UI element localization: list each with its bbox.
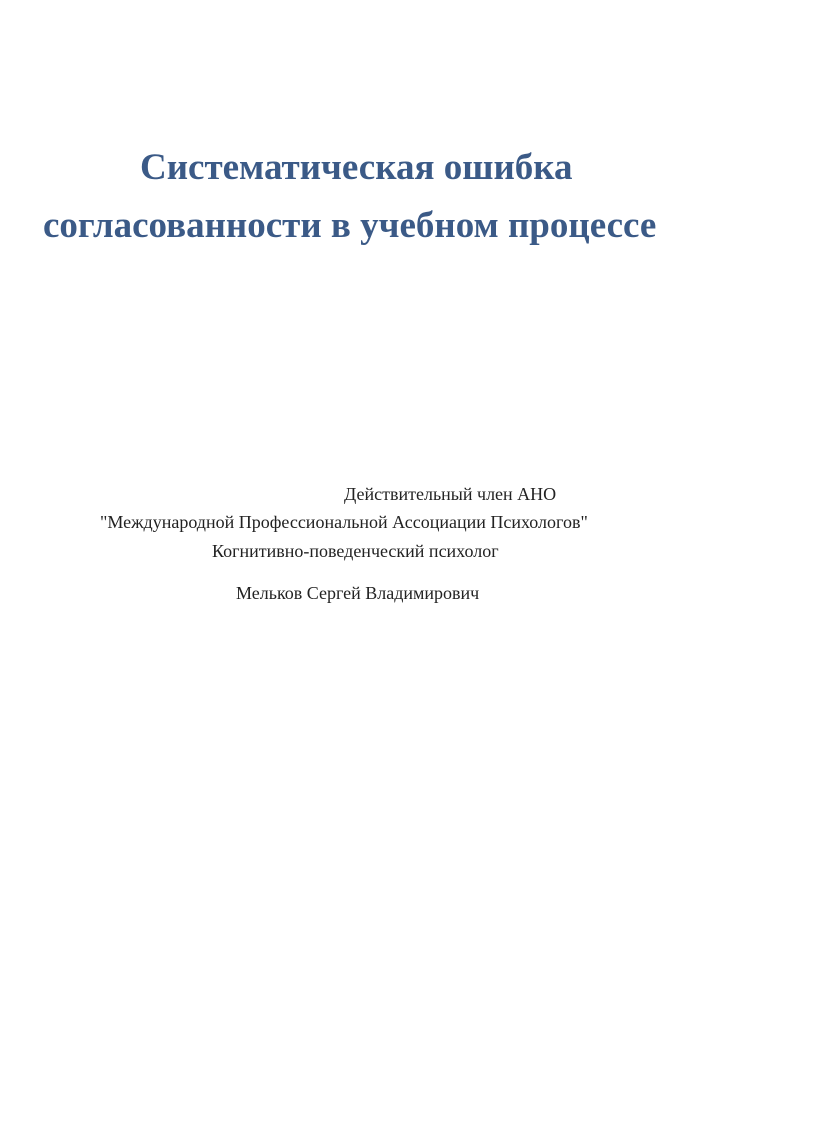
author-association: "Международной Профессиональной Ассоциации Психологов" [100, 512, 588, 532]
author-profession: Когнитивно-поведенческий психолог [212, 541, 499, 561]
author-name: Мельков Сергей Владимирович [236, 583, 480, 603]
author-membership: Действительный член АНО [344, 484, 557, 504]
document-title-line-1: Систематическая ошибка [140, 147, 573, 188]
document-title-line-2: согласованности в учебном процессе [43, 205, 657, 246]
